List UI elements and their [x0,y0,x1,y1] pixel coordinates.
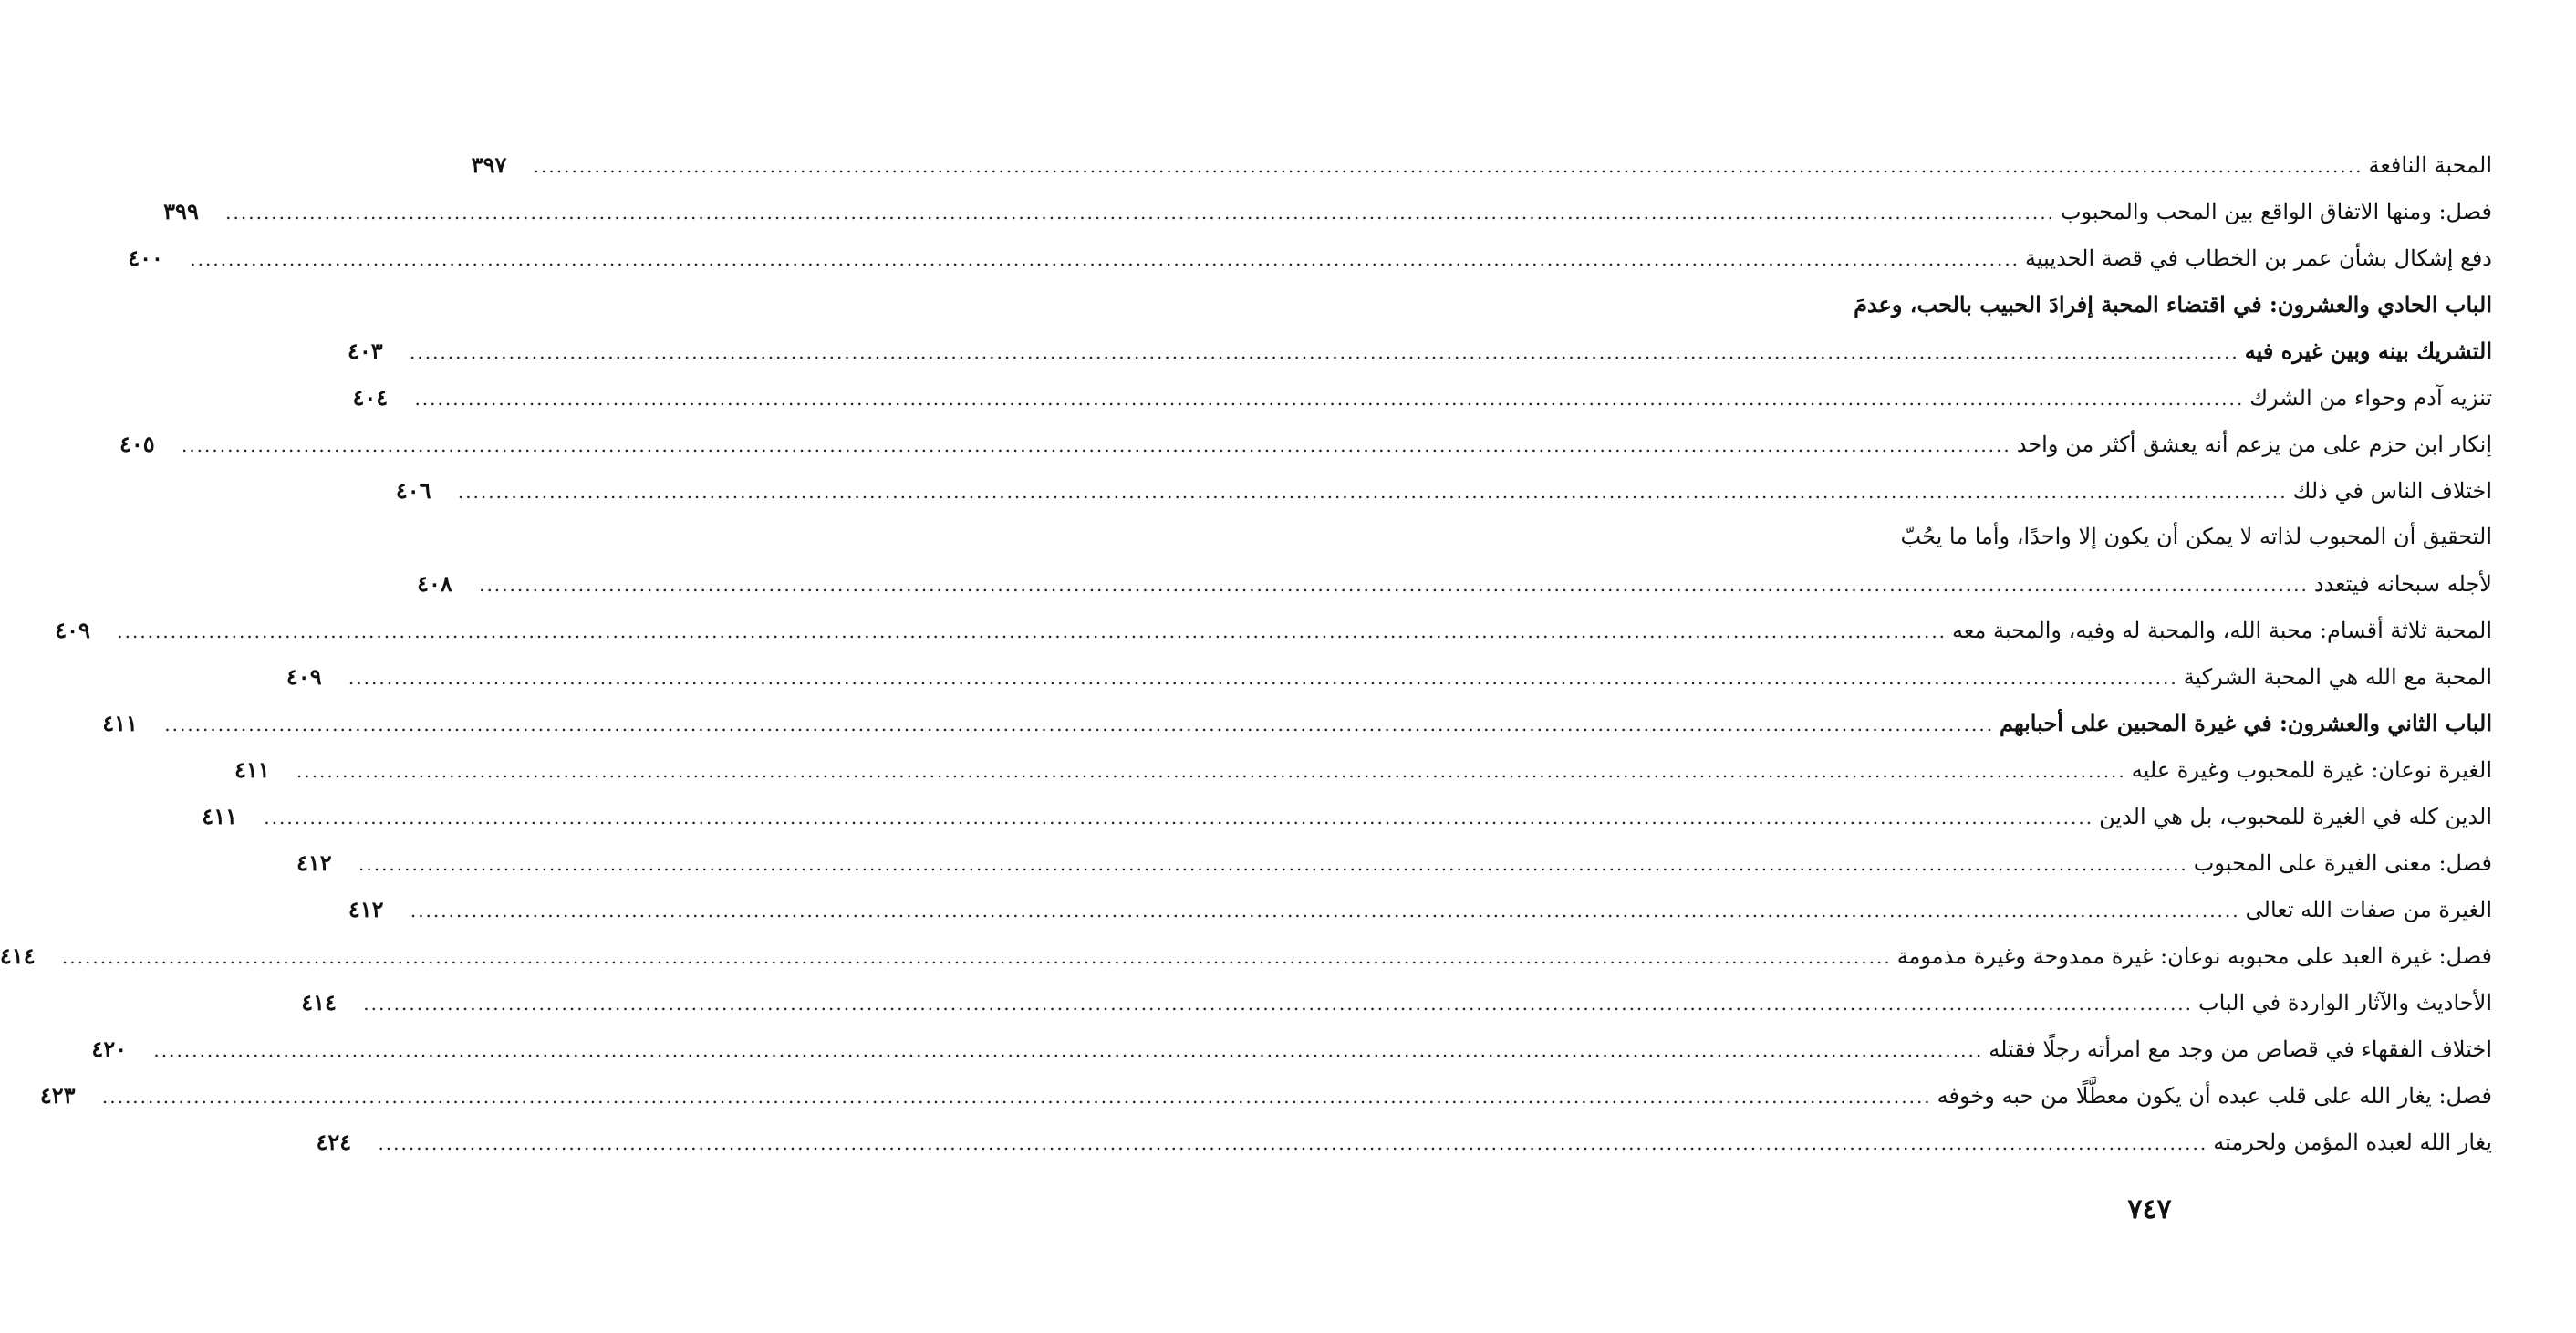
toc-entry-title: فصل: ومنها الاتفاق الواقع بين المحب والمحبوب [2060,199,2492,224]
page-number: ٧٤٧ [2127,1193,2172,1225]
toc-entry-title: الباب الثاني والعشرون: في غيرة المحبين على أحبابهم [2000,710,2492,736]
toc-entry [395,467,2492,514]
toc-entry [202,793,2492,839]
toc-entry-page: ٤٠٩ [286,663,322,690]
toc-entry-title: فصل: معنى الغيرة على المحبوب [2193,850,2492,876]
toc-leader-dots [414,376,2244,422]
toc-leader-dots [153,1027,1983,1074]
toc-entry [1803,281,2492,328]
toc-entry [91,1026,2492,1072]
toc-entry-page: ٤٠٦ [395,477,431,504]
toc-entry-page: ٤١١ [202,803,237,829]
toc-entry-title: المحبة ثلاثة أقسام: محبة الله، والمحبة له وفيه، والمحبة معه [1952,618,2492,643]
toc-entry [286,653,2492,700]
toc-entry-title: الأحاديث والآثار الواردة في الباب [2198,990,2492,1015]
toc-entry [471,141,2492,188]
toc-leader-dots [534,143,2363,190]
toc-entry-title: فصل: يغار الله على قلب عبده أن يكون معطَّلًا من حبه وخوفه [1937,1083,2492,1109]
toc-entry-page: ٣٩٩ [163,198,199,224]
toc-entry-title: المحبة مع الله هي المحبة الشركية [2183,664,2492,690]
toc-entry-page: ٤٠٩ [55,617,90,643]
toc-entry [348,886,2492,932]
toc-entry-title: لأجله سبحانه فيتعدد [2313,571,2492,597]
toc-leader-dots [479,562,2309,609]
toc-entry-page: ٤١١ [234,756,270,783]
toc-leader-dots [458,469,2288,515]
toc-leader-dots [62,934,1892,981]
toc-leader-dots [264,795,2093,841]
toc-entry-title: التحقيق أن المحبوب لذاته لا يمكن أن يكون إلا واحدًا، وأما ما يحُبّ [1900,524,2492,549]
toc-leader-dots [117,609,1947,655]
toc-entry-page: ٤١١ [102,710,138,736]
toc-entry-page: ٤٠٠ [128,245,163,271]
toc-leader-dots [348,655,2178,702]
toc-entry-title: الباب الحادي والعشرون: في اقتضاء المحبة إفرادَ الحبيب بالحب، وعدمَ [1854,291,2492,318]
toc-entry-title: الغيرة نوعان: غيرة للمحبوب وغيرة عليه [2131,757,2492,783]
toc-leader-dots [225,190,2055,236]
toc-entry-page: ٤٢٤ [316,1129,352,1155]
toc-entry [39,1072,2492,1119]
toc-leader-dots [164,702,1994,748]
toc-leader-dots [363,981,2193,1027]
toc-entry-title: التشريك بينه وبين غيره فيه [2244,338,2492,364]
toc-entry-title: اختلاف الناس في ذلك [2292,478,2492,504]
toc-entry-page: ٤٠٤ [352,384,389,411]
toc-entry [102,700,2492,746]
table-of-contents [0,141,2492,1165]
toc-leader-dots [102,1074,1932,1120]
toc-entry-page: ٤٠٨ [417,570,452,597]
toc-entry-page: ٤١٢ [296,849,332,876]
toc-entry-title: فصل: غيرة العبد على محبوبه نوعان: غيرة ممدوحة وغيرة مذمومة [1896,943,2492,969]
toc-leader-dots [378,1120,2207,1167]
toc-entry-title: اختلاف الفقهاء في قصاص من وجد مع امرأته رجلًا فقتله [1989,1036,2492,1062]
toc-entry-page: ٤٢٠ [91,1036,128,1062]
toc-entry [163,188,2492,234]
toc-entry [0,932,2492,979]
toc-leader-dots [190,236,2020,283]
toc-entry [352,374,2492,421]
toc-entry [301,979,2492,1026]
toc-entry-page: ٤١٤ [0,942,36,969]
toc-entry-title: المحبة النافعة [2368,152,2492,178]
toc-entry-page: ٤١٢ [348,896,384,922]
toc-entry-title: تنزيه آدم وحواء من الشرك [2249,385,2492,411]
toc-leader-dots [358,841,2188,888]
toc-entry [417,560,2492,607]
toc-entry-page: ٤٠٥ [119,431,155,457]
toc-entry [234,746,2492,793]
toc-entry [128,234,2492,281]
toc-entry-page: ٣٩٧ [471,151,507,178]
toc-leader-dots [296,748,2126,795]
toc-entry-page: ٤٠٣ [348,338,383,364]
toc-entry-title: الغيرة من صفات الله تعالى [2245,897,2492,922]
toc-entry-title: الدين كله في الغيرة للمحبوب، بل هي الدين [2099,804,2492,829]
toc-entry [296,839,2492,886]
toc-entry [1803,514,2492,560]
toc-entry [119,421,2492,467]
toc-entry [348,328,2492,374]
toc-entry-page: ٤٢٣ [39,1082,76,1109]
toc-leader-dots [410,888,2240,934]
toc-entry-page: ٤١٤ [301,989,337,1015]
toc-entry-title: يغار الله لعبده المؤمن ولحرمته [2213,1130,2492,1155]
toc-entry [316,1119,2492,1165]
toc-leader-dots [410,329,2239,376]
toc-entry-title: دفع إشكال بشأن عمر بن الخطاب في قصة الحديبية [2025,245,2492,271]
toc-entry-title: إنكار ابن حزم على من يزعم أنه يعشق أكثر من واحد [2016,432,2492,457]
toc-entry [55,607,2492,653]
toc-leader-dots [182,422,2011,469]
